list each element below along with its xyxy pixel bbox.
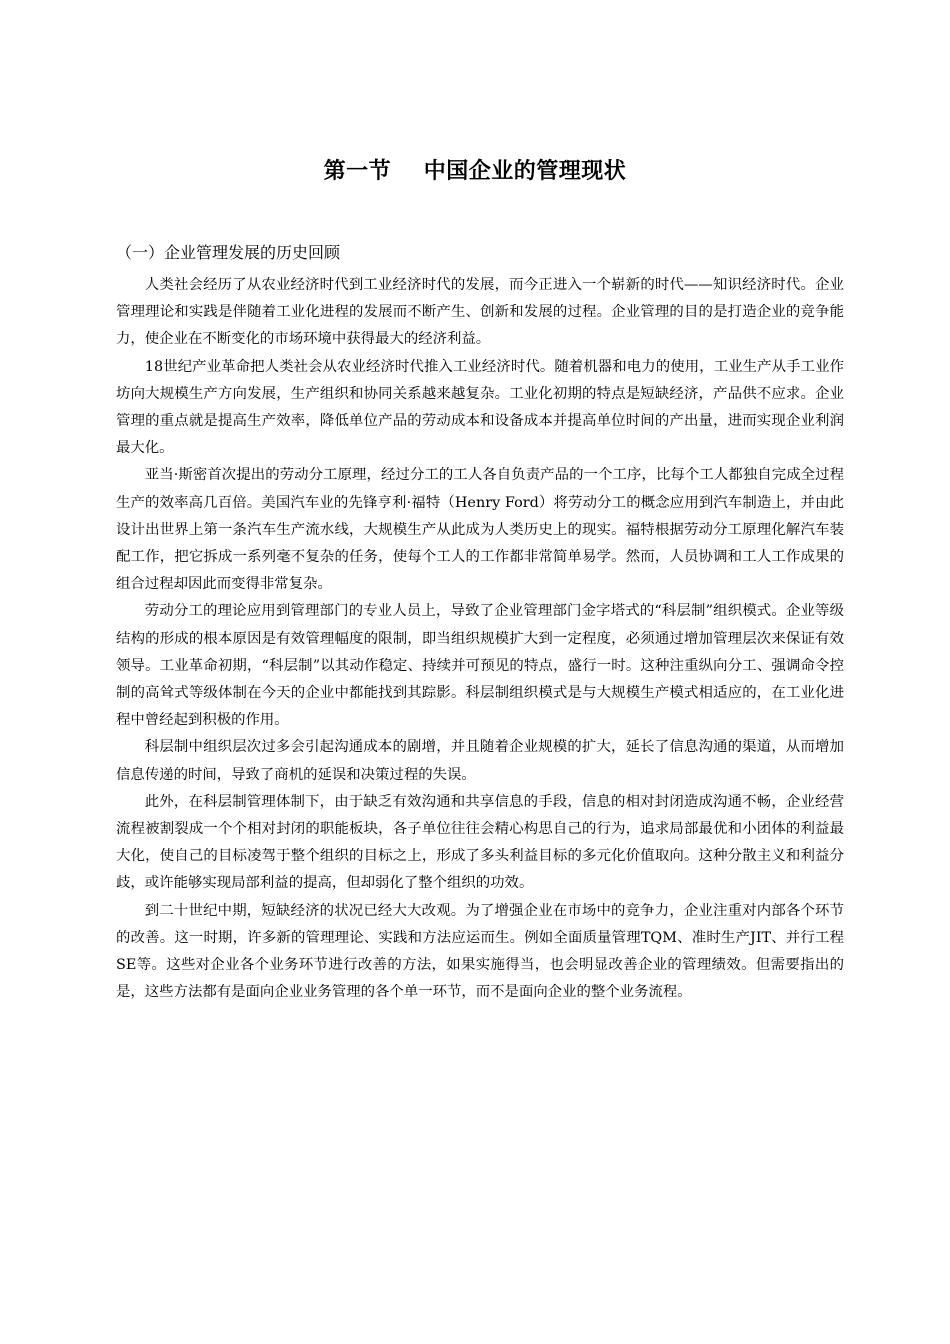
paragraph-mid-twentieth-century: 到二十世纪中期，短缺经济的状况已经大大改观。为了增强企业在市场中的竞争力，企业注重对内部各个环节的改善。这一时期，许多新的管理理论、实践和方法应运而生。例如全面质量管理TQM、准时生产JIT、并行工程SE等。这些对企业各个业务环节进行改善的方法，如果实施得当，也会明显改善企业的管理绩效。但需要指出的是，这些方法都有是面向企业业务管理的各个单一环节，而不是面向企业的整个业务流程。 (116, 902, 844, 1001)
paragraph-industrial-revolution: 18世纪产业革命把人类社会从农业经济时代推入工业经济时代。随着机器和电力的使用，工业生产从手工业作坊向大规模生产方向发展，生产组织和协同关系越来越复杂。工业化初期的特点是短缺经济，产品供不应求。企业管理的重点就是提高生产效率，降低单位产品的劳动成本和设备成本并提高单位时间的产出量，进而实现企业利润最大化。 (116, 358, 844, 457)
paragraph-communication-cost: 科层制中组织层次过多会引起沟通成本的剧增，并且随着企业规模的扩大，延长了信息沟通的渠道，从而增加信息传递的时间，导致了商机的延误和决策过程的失误。 (116, 739, 844, 783)
page-title: 第一节 中国企业的管理现状 (323, 159, 627, 184)
paragraph-intro: 人类社会经历了从农业经济时代到工业经济时代的发展，而今正进入一个崭新的时代——知识经济时代。企业管理理论和实践是伴随着工业化进程的发展而不断产生、创新和发展的过程。企业管理的目的是打造企业的竞争能力，使企业在不断变化的市场环境中获得最大的经济利益。 (116, 277, 844, 348)
paragraph-information-silos: 此外，在科层制管理体制下，由于缺乏有效沟通和共享信息的手段，信息的相对封闭造成沟通不畅，企业经营流程被割裂成一个个相对封闭的职能板块，各子单位往往会精心构思自己的行为，追求局部最优和小团体的利益最大化，使自己的目标凌驾于整个组织的目标之上，形成了多头利益目标的多元化价值取向。这种分散主义和利益分歧，或许能够实现局部利益的提高，但却弱化了整个组织的功效。 (116, 793, 844, 892)
body-text (116, 272, 844, 1006)
section-heading: （一）企业管理发展的历史回顾 (116, 243, 341, 262)
paragraph-bureaucracy: 劳动分工的理论应用到管理部门的专业人员上，导致了企业管理部门金字塔式的“科层制”组织模式。企业等级结构的形成的根本原因是有效管理幅度的限制，即当组织规模扩大到一定程度，必须通过增加管理层次来保证有效领导。工业革命初期，“科层制”以其动作稳定、持续并可预见的特点，盛行一时。这种注重纵向分工、强调命令控制的高耸式等级体制在今天的企业中都能找到其踪影。科层制组织模式是与大规模生产模式相适应的，在工业化进程中曾经起到积极的作用。 (116, 603, 844, 729)
paragraph-division-of-labor: 亚当·斯密首次提出的劳动分工原理，经过分工的工人各自负责产品的一个工序，比每个工人都独自完成全过程生产的效率高几百倍。美国汽车业的先锋亨利·福特（Henry Ford）将劳动分工的概念应用到汽车制造上，并由此设计出世界上第一条汽车生产流水线，大规模生产从此成为人类历史上的现实。福特根据劳动分工原理化解汽车装配工作，把它拆成一系列毫不复杂的任务，使每个工人的工作都非常简单易学。然而，人员协调和工人工作成果的组合过程却因此而变得非常复杂。 (116, 467, 844, 593)
